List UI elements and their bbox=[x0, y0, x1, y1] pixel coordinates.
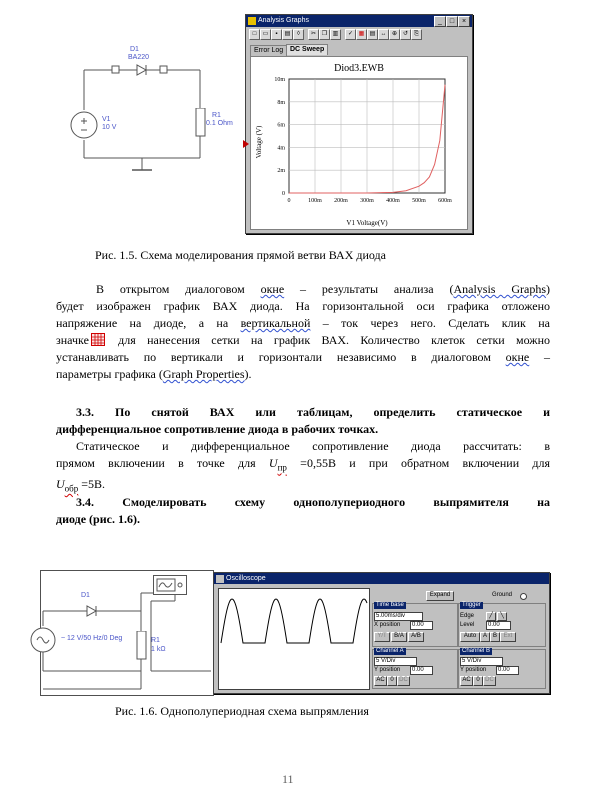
preview-icon[interactable]: ◊ bbox=[293, 29, 304, 40]
x-tick-label: 300m bbox=[360, 198, 374, 204]
maximize-button[interactable]: □ bbox=[446, 16, 458, 27]
channel-b-ypos-field[interactable]: 0.00 bbox=[496, 666, 519, 675]
print-icon[interactable]: ▤ bbox=[282, 29, 293, 40]
circuit2-resistor-label: R1 bbox=[151, 637, 160, 644]
x-tick-label: 100m bbox=[308, 198, 322, 204]
cut-icon[interactable]: ✂ bbox=[308, 29, 319, 40]
y-tick-label: 6m bbox=[277, 122, 285, 129]
figure-1-5-caption: Рис. 1.5. Схема моделирования прямой ветви ВАХ диода bbox=[95, 248, 386, 262]
dc-sweep-chart bbox=[251, 57, 467, 229]
level-label: Level bbox=[460, 622, 475, 628]
figure-1-6-caption: Рис. 1.6. Однополупериодная схема выпрямления bbox=[115, 704, 369, 718]
oscilloscope-symbol-icon bbox=[153, 575, 187, 595]
oscilloscope-titlebar bbox=[214, 573, 549, 584]
analysis-graphs-window bbox=[245, 14, 473, 234]
y-tick-label: 0 bbox=[282, 191, 285, 197]
legend-icon[interactable]: ▤ bbox=[367, 29, 378, 40]
tab-dc-sweep[interactable]: DC Sweep bbox=[286, 44, 328, 55]
y-tick-label: 4m bbox=[277, 145, 285, 152]
waveform-trace bbox=[221, 599, 367, 643]
circuit2-resistor-value: 1 kΩ bbox=[151, 646, 166, 653]
channel-a-zero-button[interactable]: 0 bbox=[387, 676, 397, 686]
x-position-label: X position bbox=[374, 622, 401, 628]
ac-source-icon bbox=[29, 626, 57, 654]
analysis-graphs-titlebar bbox=[246, 15, 472, 27]
chart-ylabel: Voltage (V) bbox=[255, 125, 263, 159]
window-title: Analysis Graphs bbox=[258, 17, 309, 24]
channel-b-title: Channel B bbox=[462, 648, 491, 654]
trigger-ext-button[interactable]: Ext bbox=[500, 632, 516, 642]
paragraph-2: Статическое и дифференциальное сопротивление диода рассчитать: в прямом включении в точке для $U_{пр} =0,55В$ и при обратном включении для $U_{обр} =5В$. bbox=[56, 439, 551, 494]
circuit2-source-value: ~ 12 V/50 Hz/0 Deg bbox=[61, 635, 123, 642]
timebase-title: Time base bbox=[376, 602, 404, 608]
channel-b-zero-button[interactable]: 0 bbox=[473, 676, 483, 686]
dc-source-icon bbox=[70, 110, 100, 140]
circuit1-source-value: 10 V bbox=[102, 124, 117, 131]
trigger-title: Trigger bbox=[462, 602, 481, 608]
trigger-auto-button[interactable]: Auto bbox=[460, 632, 480, 642]
circuit-1 bbox=[60, 40, 240, 180]
circuit1-source-label: V1 bbox=[102, 116, 111, 123]
circuit1-resistor-label: R1 bbox=[212, 112, 221, 119]
grid-icon bbox=[91, 333, 105, 346]
new-icon[interactable]: □ bbox=[249, 29, 260, 40]
edge-rising-icon[interactable]: ╱ bbox=[486, 612, 496, 621]
chart-xlabel: V1 Voltage(V) bbox=[346, 219, 388, 227]
mode-ab-button[interactable]: A/B bbox=[408, 632, 424, 642]
channel-a-title: Channel A bbox=[376, 648, 404, 654]
channel-a-ac-button[interactable]: AC bbox=[374, 676, 387, 686]
graph-toolbar bbox=[246, 27, 472, 41]
diode-symbol-icon bbox=[136, 64, 148, 76]
x-tick-label: 500m bbox=[412, 198, 426, 204]
channel-a-scale-field[interactable]: 5 V/Div bbox=[374, 657, 417, 666]
oscilloscope-title: Oscilloscope bbox=[226, 575, 266, 582]
channel-b-ac-button[interactable]: AC bbox=[460, 676, 473, 686]
oscilloscope-screen bbox=[218, 588, 370, 690]
restore-icon[interactable]: ↺ bbox=[400, 29, 411, 40]
paragraph-1 bbox=[56, 281, 550, 383]
x-tick-label: 200m bbox=[334, 198, 348, 204]
channel-b-dc-button[interactable]: DC bbox=[483, 676, 496, 686]
app-icon bbox=[216, 575, 224, 583]
edge-falling-icon[interactable]: ╲ bbox=[497, 612, 507, 621]
plot-panel bbox=[250, 56, 468, 230]
properties-icon[interactable]: ✓ bbox=[345, 29, 356, 40]
circuit-2-schematic bbox=[41, 571, 213, 695]
expand-button[interactable]: Expand bbox=[426, 591, 454, 601]
para1-line-2: будет изображен график ВАХ диода. На горизонтальной оси графика отложено bbox=[56, 299, 550, 313]
circuit-2 bbox=[40, 570, 214, 696]
ground-connector-icon[interactable] bbox=[520, 593, 527, 600]
paste-icon[interactable]: ▥ bbox=[330, 29, 341, 40]
save-icon[interactable]: ▪ bbox=[271, 29, 282, 40]
para1-line-3: напряжение на диоде, а на вертикальной – ток через него. Сделать клик на bbox=[56, 316, 550, 330]
resistor-symbol-icon bbox=[136, 631, 148, 661]
channel-b-scale-field[interactable]: 5 V/Div bbox=[460, 657, 503, 666]
x-tick-label: 400m bbox=[386, 198, 400, 204]
trigger-a-button[interactable]: A bbox=[480, 632, 490, 642]
section-3-3-heading: 3.3. По снятой ВАХ или таблицам, определить статическое и дифференциальное сопротивление диода в рабочих точках. bbox=[56, 405, 550, 436]
close-button[interactable]: × bbox=[458, 16, 470, 27]
channel-a-ypos-field[interactable]: 0.00 bbox=[410, 666, 433, 675]
x-tick-label: 600m bbox=[438, 198, 452, 204]
para1-line-5: устанавливать по вертикали и горизонтали независимо в диалоговом окне – bbox=[56, 350, 550, 364]
open-icon[interactable]: ▭ bbox=[260, 29, 271, 40]
app-icon bbox=[248, 17, 256, 25]
grid-icon[interactable]: ▦ bbox=[356, 29, 367, 40]
trigger-b-button[interactable]: B bbox=[490, 632, 500, 642]
x-position-field[interactable]: 0.00 bbox=[410, 621, 433, 630]
para1-line-4: значке для нанесения сетки на график ВАХ. Количество клеток сетки можно bbox=[56, 333, 550, 347]
page-number: 11 bbox=[282, 772, 294, 786]
para1-line-6: параметры графика (Graph Properties). bbox=[56, 367, 252, 381]
y-tick-label: 8m bbox=[277, 99, 285, 106]
channel-a-dc-button[interactable]: DC bbox=[397, 676, 410, 686]
cursors-icon[interactable]: ↔ bbox=[378, 29, 389, 40]
copy-icon[interactable]: ❐ bbox=[319, 29, 330, 40]
timebase-field[interactable]: 5.00ms/div bbox=[374, 612, 423, 621]
level-field[interactable]: 0.00 bbox=[486, 621, 511, 630]
waveform-display bbox=[219, 589, 369, 689]
zoom-icon[interactable]: ⊕ bbox=[389, 29, 400, 40]
channel-b-ypos-label: Y position bbox=[460, 667, 487, 673]
para1-line-1: В открытом диалоговом окне – результаты анализа (Analysis Graphs) bbox=[96, 282, 550, 296]
circuit1-resistor-value: 0.1 Ohm bbox=[206, 120, 233, 127]
chart-title: Diod3.EWB bbox=[334, 63, 384, 74]
ground-label: Ground bbox=[492, 592, 513, 598]
mode-ba-button[interactable]: B/A bbox=[391, 632, 407, 642]
tab-error-log[interactable]: Error Log bbox=[250, 45, 287, 56]
export-icon[interactable]: ⎘ bbox=[411, 29, 422, 40]
circuit1-diode-label: D1 bbox=[130, 46, 139, 53]
edge-label: Edge bbox=[460, 613, 475, 619]
y-tick-label: 2m bbox=[277, 168, 285, 175]
circuit1-diode-model: BA220 bbox=[128, 54, 150, 61]
x-tick-label: 0 bbox=[287, 198, 291, 204]
diode-symbol-icon bbox=[86, 605, 98, 617]
y-tick-label: 10m bbox=[274, 77, 285, 83]
minimize-button[interactable]: _ bbox=[434, 16, 446, 27]
cursor-marker-icon bbox=[243, 140, 249, 148]
oscilloscope-window bbox=[213, 572, 550, 694]
channel-a-ypos-label: Y position bbox=[374, 667, 401, 673]
section-3-4-heading: 3.4. Смоделировать схему однополупериодного выпрямителя на диоде (рис. 1.6). bbox=[56, 495, 550, 526]
circuit2-diode-label: D1 bbox=[81, 592, 90, 599]
mode-yt-button[interactable]: Y/T bbox=[374, 632, 390, 642]
